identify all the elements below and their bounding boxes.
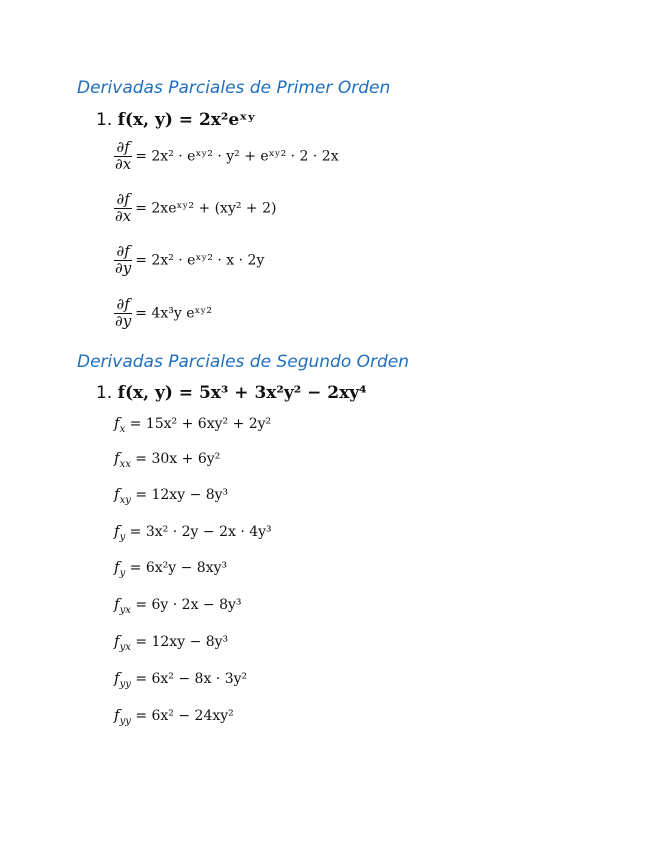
function-item-second-order (96, 383, 367, 403)
derivative-line (114, 671, 247, 690)
derivative-line (114, 524, 272, 543)
derivative-line (114, 560, 227, 579)
derivative-expression: = 6x²y − 8xy³ (129, 560, 228, 576)
derivative-expression: = 6y · 2x − 8y³ (135, 597, 242, 613)
derivative-line (114, 297, 212, 330)
partial-symbol: $f_y$ (114, 558, 126, 579)
partial-symbol: $f_{xx}$ (114, 449, 131, 470)
derivative-expression: = 12xy − 8y³ (135, 487, 229, 503)
derivative-line (114, 634, 228, 653)
partial-fraction: $\frac{\partial f}{\partial y}$ (115, 242, 132, 277)
derivative-expression: = 3x² · 2y − 2x · 4y³ (129, 524, 272, 540)
section-heading-first-order: Derivadas Parciales de Primer Orden (77, 78, 391, 98)
derivative-line (114, 244, 264, 277)
function-definition: f(x, y) = 5x³ + 3x²y² − 2xy⁴ (117, 383, 367, 403)
partial-fraction: $\frac{\partial f}{\partial x}$ (115, 190, 132, 225)
derivative-expression: = 2x² · eˣʸ² · y² + eˣʸ² · 2 · 2x (135, 148, 339, 165)
partial-symbol: $f_{yx}$ (114, 595, 131, 616)
derivative-line (114, 708, 234, 727)
partial-symbol: $f_{xy}$ (114, 485, 131, 506)
partial-symbol: $f_x$ (114, 414, 126, 435)
item-number: 1. (96, 383, 113, 403)
derivative-expression: = 2x² · eˣʸ² · x · 2y (135, 252, 265, 269)
item-number: 1. (96, 110, 113, 130)
partial-symbol: $f_y$ (114, 522, 126, 543)
derivative-line (114, 597, 242, 616)
partial-symbol: $f_{yy}$ (114, 669, 131, 690)
partial-symbol: $f_{yy}$ (114, 706, 131, 727)
derivative-expression: = 15x² + 6xy² + 2y² (129, 416, 272, 432)
derivative-line (114, 140, 339, 173)
derivative-line (114, 416, 271, 435)
derivative-expression: = 12xy − 8y³ (135, 634, 229, 650)
partial-symbol: $f_{yx}$ (114, 632, 131, 653)
partial-fraction: $\frac{\partial f}{\partial y}$ (115, 295, 132, 330)
derivative-expression: = 4x³y eˣʸ² (135, 305, 212, 322)
derivative-line (114, 487, 228, 506)
derivative-expression: = 2xeˣʸ² + (xy² + 2) (135, 200, 277, 217)
partial-fraction: $\frac{\partial f}{\partial x}$ (115, 138, 132, 173)
derivative-line (114, 192, 276, 225)
section-heading-second-order: Derivadas Parciales de Segundo Orden (77, 352, 410, 372)
derivative-expression: = 6x² − 24xy² (135, 708, 234, 724)
function-definition: f(x, y) = 2x²eˣʸ (117, 110, 256, 130)
derivative-expression: = 6x² − 8x · 3y² (135, 671, 248, 687)
function-item-first-order (96, 110, 256, 130)
derivative-expression: = 30x + 6y² (135, 451, 221, 467)
derivative-line (114, 451, 220, 470)
